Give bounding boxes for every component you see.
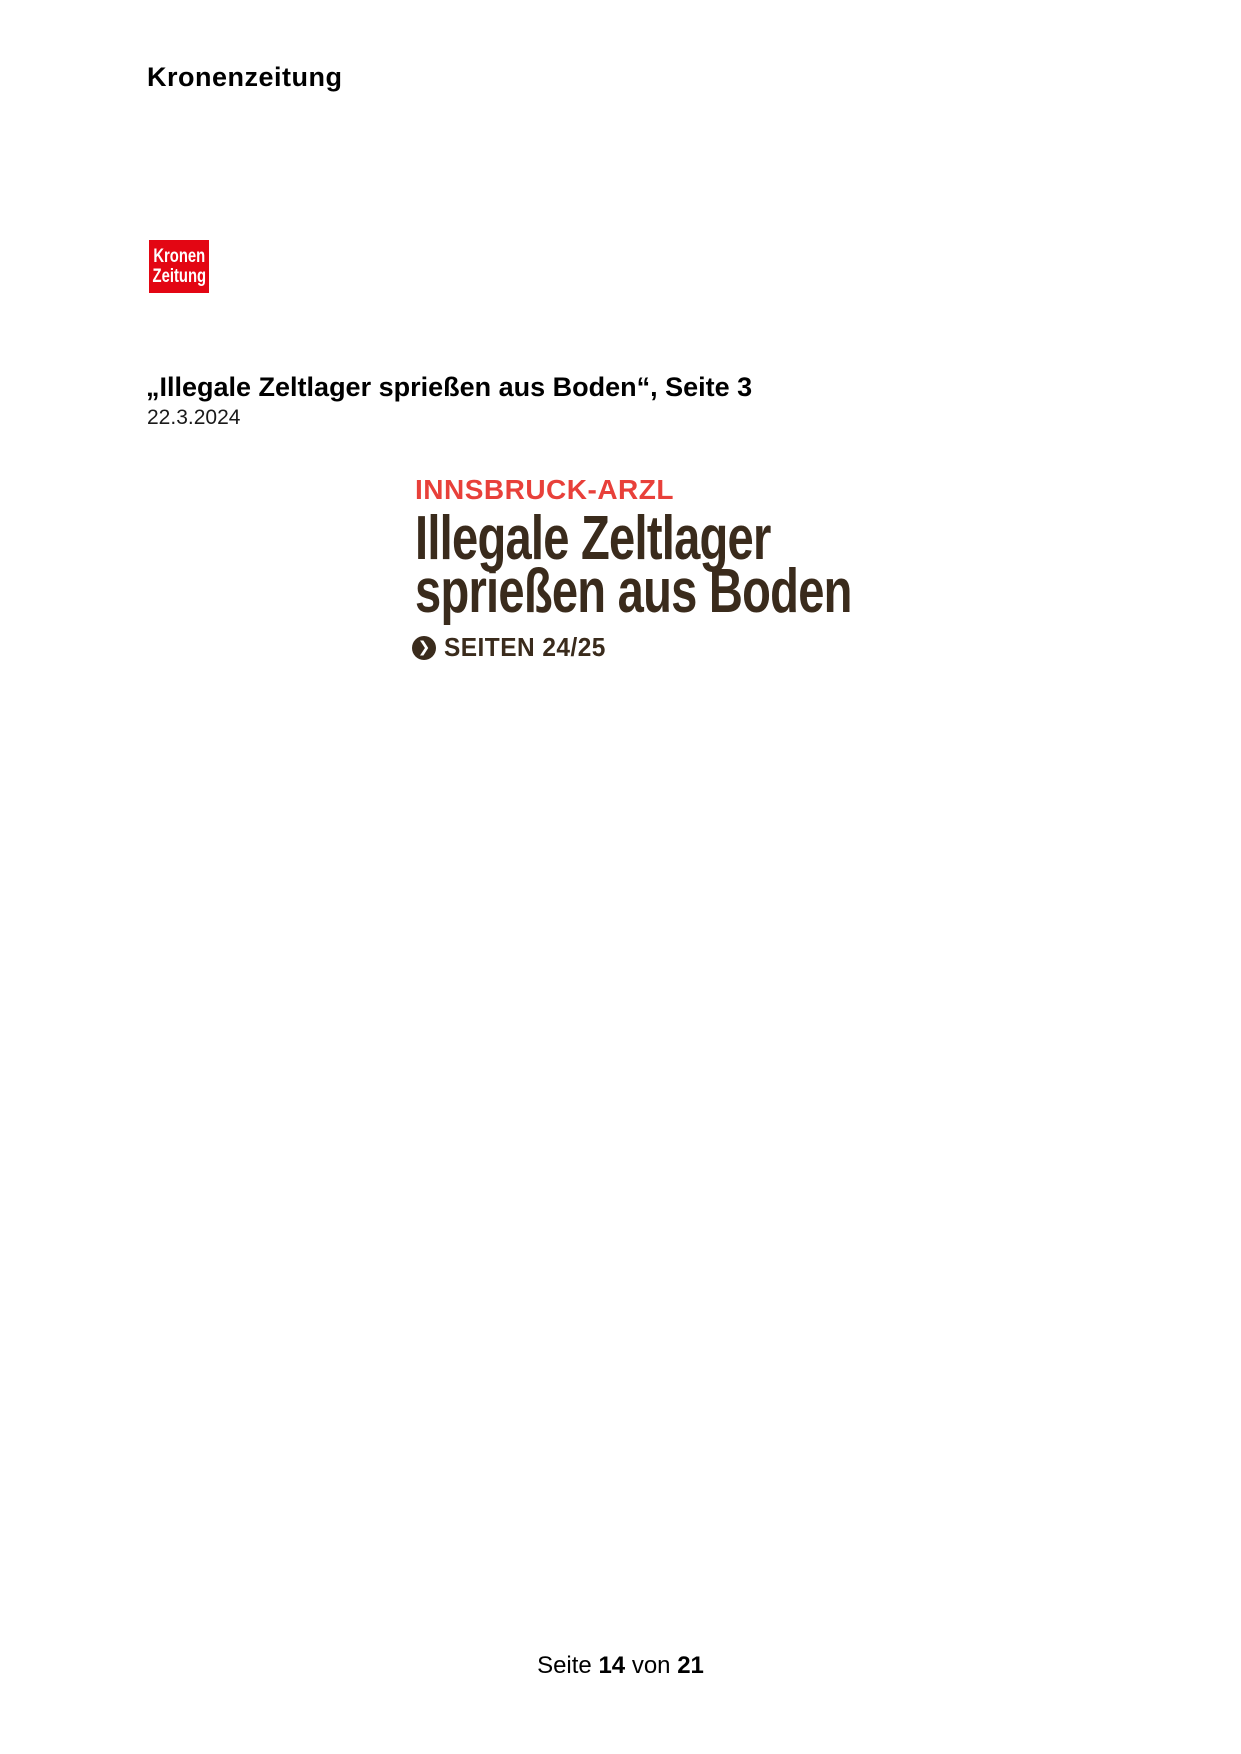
clipping-headline-line-1: Illegale Zeltlager	[415, 504, 771, 573]
clipping-page-pointer	[412, 632, 862, 663]
clipping-kicker: INNSBRUCK-ARZL	[415, 474, 674, 505]
clipping-headline-line-2: sprießen aus Boden	[415, 557, 852, 626]
article-title: „Illegale Zeltlager sprießen aus Boden“, Seite 3	[146, 372, 753, 402]
kronen-zeitung-logo	[149, 240, 209, 293]
footer-separator: von	[631, 1652, 671, 1679]
newspaper-clipping	[412, 474, 862, 663]
publication-name: Kronenzeitung	[147, 62, 343, 92]
footer-total-pages: 21	[677, 1652, 704, 1679]
chevron-right-circle-icon: ❯	[412, 636, 436, 660]
page-footer	[0, 1652, 1241, 1680]
clipping-pointer-label: SEITEN 24/25	[444, 632, 606, 662]
article-date: 22.3.2024	[147, 406, 241, 429]
logo-line-2: Zeitung	[152, 265, 206, 287]
logo-line-1: Kronen	[153, 245, 205, 267]
footer-page-number: 14	[598, 1652, 626, 1679]
clipping-headline	[415, 504, 862, 626]
footer-prefix: Seite	[537, 1652, 592, 1679]
